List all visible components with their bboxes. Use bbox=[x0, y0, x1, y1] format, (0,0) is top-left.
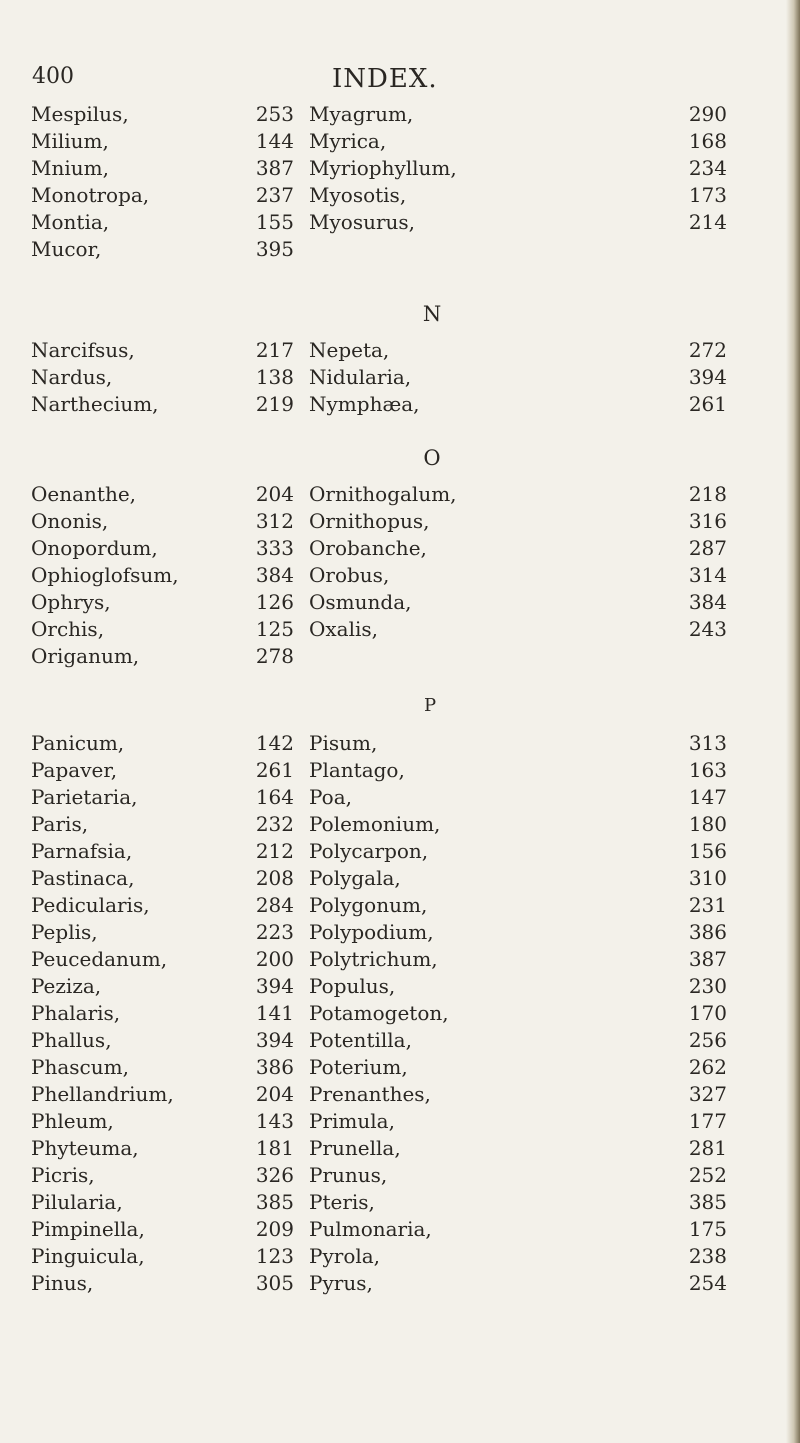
entry-name: Polemonium, bbox=[309, 812, 441, 836]
entry-name: Phallus, bbox=[31, 1028, 112, 1052]
entry-page: 262 bbox=[688, 1055, 727, 1079]
entry-name: Primula, bbox=[309, 1109, 395, 1133]
entry-name: Polypodium, bbox=[309, 920, 434, 944]
entry-page: 230 bbox=[688, 974, 727, 998]
entry-page: 138 bbox=[255, 365, 294, 389]
entry-page: 217 bbox=[255, 338, 294, 362]
index-row bbox=[0, 1163, 800, 1190]
index-row bbox=[0, 1001, 800, 1028]
entry-page: 125 bbox=[255, 617, 294, 641]
index-row bbox=[0, 338, 800, 365]
entry-name: Phalaris, bbox=[31, 1001, 121, 1025]
entry-page: 386 bbox=[255, 1055, 294, 1079]
section-letter-o: O bbox=[423, 446, 441, 470]
entry-name: Nymphæa, bbox=[309, 392, 420, 416]
entry-page: 387 bbox=[255, 156, 294, 180]
index-row bbox=[0, 210, 800, 237]
index-row bbox=[0, 785, 800, 812]
entry-name: Prunella, bbox=[309, 1136, 401, 1160]
entry-name: Plantago, bbox=[309, 758, 405, 782]
entry-page: 290 bbox=[688, 102, 727, 126]
entry-page: 281 bbox=[688, 1136, 727, 1160]
entry-name: Montia, bbox=[31, 210, 110, 234]
entry-name: Myriophyllum, bbox=[309, 156, 457, 180]
index-row bbox=[0, 1055, 800, 1082]
entry-name: Mucor, bbox=[31, 237, 102, 261]
entry-page: 278 bbox=[255, 644, 294, 668]
entry-name: Panicum, bbox=[31, 731, 125, 755]
entry-page: 177 bbox=[688, 1109, 727, 1133]
entry-page: 231 bbox=[688, 893, 727, 917]
entry-name: Parnafsia, bbox=[31, 839, 133, 863]
entry-name: Milium, bbox=[31, 129, 109, 153]
entry-name: Poa, bbox=[309, 785, 352, 809]
entry-name: Pisum, bbox=[309, 731, 378, 755]
entry-page: 384 bbox=[688, 590, 727, 614]
entry-page: 219 bbox=[255, 392, 294, 416]
entry-page: 175 bbox=[688, 1217, 727, 1241]
index-row bbox=[0, 893, 800, 920]
entry-page: 141 bbox=[255, 1001, 294, 1025]
index-row bbox=[0, 563, 800, 590]
entry-name: Potamogeton, bbox=[309, 1001, 449, 1025]
entry-page: 284 bbox=[255, 893, 294, 917]
index-section-p bbox=[0, 731, 800, 1298]
entry-page: 208 bbox=[255, 866, 294, 890]
entry-name: Pinus, bbox=[31, 1271, 94, 1295]
entry-name: Nardus, bbox=[31, 365, 113, 389]
entry-name: Pyrola, bbox=[309, 1244, 381, 1268]
index-row bbox=[0, 590, 800, 617]
entry-page: 143 bbox=[255, 1109, 294, 1133]
index-row bbox=[0, 617, 800, 644]
entry-name: Prenanthes, bbox=[309, 1082, 431, 1106]
entry-name: Phleum, bbox=[31, 1109, 114, 1133]
entry-name: Peucedanum, bbox=[31, 947, 168, 971]
entry-page: 181 bbox=[255, 1136, 294, 1160]
index-row bbox=[0, 644, 800, 671]
entry-name: Pimpinella, bbox=[31, 1217, 145, 1241]
entry-name: Potentilla, bbox=[309, 1028, 412, 1052]
page-number: 400 bbox=[32, 64, 74, 89]
index-row bbox=[0, 392, 800, 419]
section-letter-n: N bbox=[422, 302, 442, 326]
index-row bbox=[0, 1271, 800, 1298]
entry-name: Populus, bbox=[309, 974, 396, 998]
index-row bbox=[0, 1217, 800, 1244]
entry-name: Oxalis, bbox=[309, 617, 379, 641]
entry-name: Polycarpon, bbox=[309, 839, 429, 863]
index-section-o bbox=[0, 482, 800, 671]
entry-page: 156 bbox=[688, 839, 727, 863]
index-row bbox=[0, 758, 800, 785]
entry-page: 223 bbox=[255, 920, 294, 944]
entry-page: 254 bbox=[688, 1271, 727, 1295]
entry-page: 209 bbox=[255, 1217, 294, 1241]
entry-name: Parietaria, bbox=[31, 785, 138, 809]
index-row bbox=[0, 102, 800, 129]
entry-page: 386 bbox=[688, 920, 727, 944]
entry-page: 310 bbox=[688, 866, 727, 890]
entry-name: Peplis, bbox=[31, 920, 98, 944]
entry-name: Papaver, bbox=[31, 758, 118, 782]
entry-page: 218 bbox=[688, 482, 727, 506]
index-row bbox=[0, 1190, 800, 1217]
entry-page: 126 bbox=[255, 590, 294, 614]
index-row bbox=[0, 839, 800, 866]
index-row bbox=[0, 947, 800, 974]
entry-name: Monotropa, bbox=[31, 183, 150, 207]
section-letter-p: P bbox=[423, 695, 437, 716]
entry-page: 155 bbox=[255, 210, 294, 234]
running-head: INDEX. bbox=[332, 64, 438, 94]
entry-name: Myosurus, bbox=[309, 210, 416, 234]
entry-page: 385 bbox=[255, 1190, 294, 1214]
entry-page: 173 bbox=[688, 183, 727, 207]
entry-name: Myrica, bbox=[309, 129, 387, 153]
index-row bbox=[0, 1028, 800, 1055]
entry-page: 237 bbox=[255, 183, 294, 207]
entry-name: Mespilus, bbox=[31, 102, 129, 126]
entry-name: Nepeta, bbox=[309, 338, 390, 362]
entry-page: 312 bbox=[255, 509, 294, 533]
index-row bbox=[0, 1082, 800, 1109]
entry-page: 394 bbox=[255, 974, 294, 998]
entry-name: Polytrichum, bbox=[309, 947, 438, 971]
entry-name: Osmunda, bbox=[309, 590, 412, 614]
entry-page: 142 bbox=[255, 731, 294, 755]
entry-page: 253 bbox=[255, 102, 294, 126]
entry-name: Peziza, bbox=[31, 974, 102, 998]
entry-name: Phyteuma, bbox=[31, 1136, 139, 1160]
entry-name: Orobanche, bbox=[309, 536, 427, 560]
index-row bbox=[0, 536, 800, 563]
entry-page: 147 bbox=[688, 785, 727, 809]
entry-page: 394 bbox=[255, 1028, 294, 1052]
entry-page: 163 bbox=[688, 758, 727, 782]
index-row bbox=[0, 156, 800, 183]
entry-page: 180 bbox=[688, 812, 727, 836]
entry-name: Ornithogalum, bbox=[309, 482, 457, 506]
entry-page: 204 bbox=[255, 1082, 294, 1106]
index-row bbox=[0, 974, 800, 1001]
entry-page: 333 bbox=[255, 536, 294, 560]
page-header bbox=[0, 64, 800, 104]
index-row bbox=[0, 482, 800, 509]
entry-name: Prunus, bbox=[309, 1163, 388, 1187]
entry-name: Phellandrium, bbox=[31, 1082, 174, 1106]
index-row bbox=[0, 1109, 800, 1136]
index-row bbox=[0, 509, 800, 536]
entry-page: 314 bbox=[688, 563, 727, 587]
entry-page: 316 bbox=[688, 509, 727, 533]
entry-page: 384 bbox=[255, 563, 294, 587]
entry-name: Pilularia, bbox=[31, 1190, 123, 1214]
entry-page: 212 bbox=[255, 839, 294, 863]
entry-name: Ophioglofsum, bbox=[31, 563, 179, 587]
entry-name: Ononis, bbox=[31, 509, 109, 533]
entry-name: Phascum, bbox=[31, 1055, 129, 1079]
index-row bbox=[0, 183, 800, 210]
index-row bbox=[0, 365, 800, 392]
index-row bbox=[0, 1136, 800, 1163]
entry-page: 232 bbox=[255, 812, 294, 836]
entry-page: 261 bbox=[255, 758, 294, 782]
entry-page: 200 bbox=[255, 947, 294, 971]
index-row bbox=[0, 920, 800, 947]
entry-name: Ornithopus, bbox=[309, 509, 430, 533]
entry-name: Picris, bbox=[31, 1163, 95, 1187]
entry-name: Poterium, bbox=[309, 1055, 408, 1079]
index-row bbox=[0, 1244, 800, 1271]
entry-name: Paris, bbox=[31, 812, 89, 836]
entry-name: Orchis, bbox=[31, 617, 105, 641]
entry-page: 327 bbox=[688, 1082, 727, 1106]
entry-name: Myagrum, bbox=[309, 102, 414, 126]
entry-page: 387 bbox=[688, 947, 727, 971]
entry-name: Pinguicula, bbox=[31, 1244, 145, 1268]
entry-name: Pyrus, bbox=[309, 1271, 373, 1295]
entry-name: Origanum, bbox=[31, 644, 140, 668]
index-section-m bbox=[0, 102, 800, 264]
entry-page: 243 bbox=[688, 617, 727, 641]
index-section-n bbox=[0, 338, 800, 419]
index-row bbox=[0, 237, 800, 264]
entry-page: 234 bbox=[688, 156, 727, 180]
entry-name: Onopordum, bbox=[31, 536, 158, 560]
entry-page: 305 bbox=[255, 1271, 294, 1295]
entry-name: Ophrys, bbox=[31, 590, 111, 614]
entry-page: 252 bbox=[688, 1163, 727, 1187]
entry-name: Pedicularis, bbox=[31, 893, 150, 917]
index-row bbox=[0, 812, 800, 839]
entry-name: Pteris, bbox=[309, 1190, 375, 1214]
entry-page: 272 bbox=[688, 338, 727, 362]
entry-page: 326 bbox=[255, 1163, 294, 1187]
index-row bbox=[0, 866, 800, 893]
index-row bbox=[0, 129, 800, 156]
index-row bbox=[0, 731, 800, 758]
entry-page: 144 bbox=[255, 129, 294, 153]
entry-name: Pastinaca, bbox=[31, 866, 135, 890]
entry-page: 168 bbox=[688, 129, 727, 153]
entry-page: 170 bbox=[688, 1001, 727, 1025]
entry-page: 204 bbox=[255, 482, 294, 506]
entry-page: 394 bbox=[688, 365, 727, 389]
entry-name: Mnium, bbox=[31, 156, 109, 180]
entry-page: 313 bbox=[688, 731, 727, 755]
entry-page: 123 bbox=[255, 1244, 294, 1268]
entry-page: 214 bbox=[688, 210, 727, 234]
entry-name: Narthecium, bbox=[31, 392, 159, 416]
entry-page: 287 bbox=[688, 536, 727, 560]
entry-page: 261 bbox=[688, 392, 727, 416]
entry-page: 385 bbox=[688, 1190, 727, 1214]
entry-name: Nidularia, bbox=[309, 365, 412, 389]
entry-name: Orobus, bbox=[309, 563, 390, 587]
entry-name: Narcifsus, bbox=[31, 338, 135, 362]
entry-name: Pulmonaria, bbox=[309, 1217, 432, 1241]
entry-page: 164 bbox=[255, 785, 294, 809]
entry-page: 395 bbox=[255, 237, 294, 261]
entry-name: Polygonum, bbox=[309, 893, 428, 917]
entry-name: Polygala, bbox=[309, 866, 401, 890]
entry-name: Myosotis, bbox=[309, 183, 407, 207]
entry-name: Oenanthe, bbox=[31, 482, 137, 506]
entry-page: 238 bbox=[688, 1244, 727, 1268]
entry-page: 256 bbox=[688, 1028, 727, 1052]
